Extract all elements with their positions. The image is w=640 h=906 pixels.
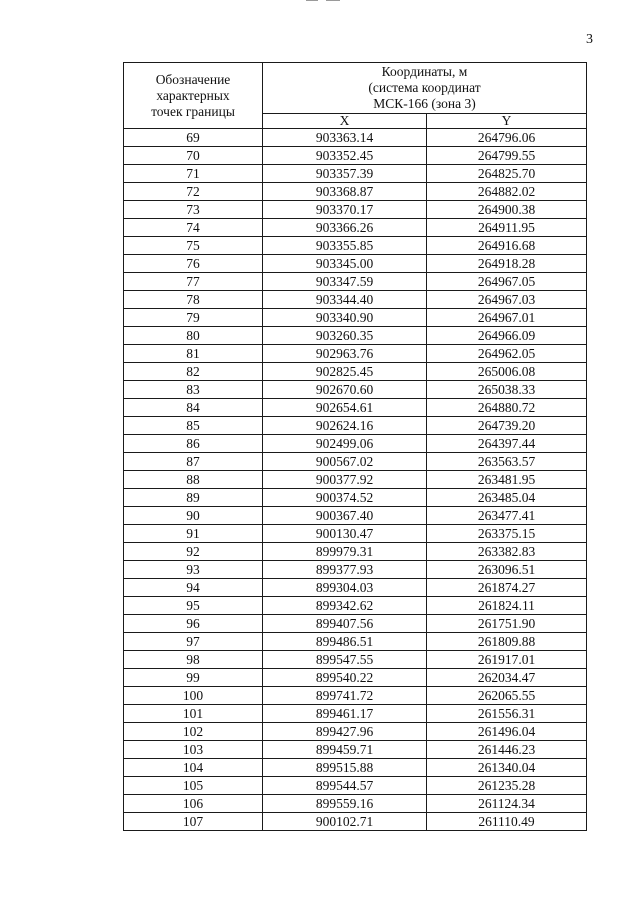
y-cell: 261874.27 <box>427 579 587 597</box>
table-body <box>124 129 587 831</box>
point-cell: 87 <box>124 453 263 471</box>
x-cell: 899515.88 <box>263 759 427 777</box>
x-cell: 899979.31 <box>263 543 427 561</box>
x-cell: 900567.02 <box>263 453 427 471</box>
table-row <box>124 255 587 273</box>
coordinates-table <box>123 62 587 831</box>
table-row <box>124 453 587 471</box>
point-cell: 92 <box>124 543 263 561</box>
point-cell: 91 <box>124 525 263 543</box>
x-cell: 899486.51 <box>263 633 427 651</box>
table-row <box>124 471 587 489</box>
y-cell: 261110.49 <box>427 813 587 831</box>
header-point-label-line: точек границы <box>151 103 235 119</box>
point-cell: 82 <box>124 363 263 381</box>
x-cell: 903368.87 <box>263 183 427 201</box>
x-cell: 899407.56 <box>263 615 427 633</box>
table-row <box>124 615 587 633</box>
x-cell: 902963.76 <box>263 345 427 363</box>
x-cell: 899427.96 <box>263 723 427 741</box>
header-coordinates-line: Координаты, м <box>381 64 468 79</box>
table-row <box>124 723 587 741</box>
table-row <box>124 309 587 327</box>
y-cell: 264967.01 <box>427 309 587 327</box>
x-cell: 903260.35 <box>263 327 427 345</box>
point-cell: 101 <box>124 705 263 723</box>
y-cell: 261235.28 <box>427 777 587 795</box>
y-cell: 264825.70 <box>427 165 587 183</box>
header-point-label <box>124 63 263 129</box>
y-cell: 264882.02 <box>427 183 587 201</box>
x-cell: 900367.40 <box>263 507 427 525</box>
x-cell: 903352.45 <box>263 147 427 165</box>
y-cell: 261124.34 <box>427 795 587 813</box>
point-cell: 77 <box>124 273 263 291</box>
point-cell: 69 <box>124 129 263 147</box>
x-cell: 902670.60 <box>263 381 427 399</box>
point-cell: 106 <box>124 795 263 813</box>
y-cell: 264799.55 <box>427 147 587 165</box>
point-cell: 76 <box>124 255 263 273</box>
header-x: X <box>263 114 427 129</box>
y-cell: 264966.09 <box>427 327 587 345</box>
x-cell: 900377.92 <box>263 471 427 489</box>
scan-artifact-mark <box>306 0 318 1</box>
point-cell: 80 <box>124 327 263 345</box>
x-cell: 902499.06 <box>263 435 427 453</box>
point-cell: 78 <box>124 291 263 309</box>
table-row <box>124 669 587 687</box>
scan-artifact-mark <box>326 0 340 1</box>
point-cell: 105 <box>124 777 263 795</box>
y-cell: 264967.05 <box>427 273 587 291</box>
x-cell: 899304.03 <box>263 579 427 597</box>
table-row <box>124 129 587 147</box>
x-cell: 900374.52 <box>263 489 427 507</box>
y-cell: 264911.95 <box>427 219 587 237</box>
header-coordinates-line: МСК-166 (зона 3) <box>373 96 476 111</box>
point-cell: 79 <box>124 309 263 327</box>
table-row <box>124 147 587 165</box>
x-cell: 899342.62 <box>263 597 427 615</box>
point-cell: 86 <box>124 435 263 453</box>
table-row <box>124 417 587 435</box>
y-cell: 265038.33 <box>427 381 587 399</box>
table-row <box>124 327 587 345</box>
x-cell: 899547.55 <box>263 651 427 669</box>
header-coordinates <box>263 63 587 114</box>
point-cell: 99 <box>124 669 263 687</box>
table-row <box>124 363 587 381</box>
y-cell: 264967.03 <box>427 291 587 309</box>
table-row <box>124 777 587 795</box>
point-cell: 70 <box>124 147 263 165</box>
point-cell: 89 <box>124 489 263 507</box>
table-row <box>124 579 587 597</box>
point-cell: 94 <box>124 579 263 597</box>
table-row <box>124 273 587 291</box>
x-cell: 903345.00 <box>263 255 427 273</box>
x-cell: 900130.47 <box>263 525 427 543</box>
x-cell: 903344.40 <box>263 291 427 309</box>
x-cell: 899377.93 <box>263 561 427 579</box>
point-cell: 85 <box>124 417 263 435</box>
y-cell: 262034.47 <box>427 669 587 687</box>
header-coordinates-line: (система координат <box>368 80 481 95</box>
x-cell: 903340.90 <box>263 309 427 327</box>
table-row <box>124 507 587 525</box>
y-cell: 264796.06 <box>427 129 587 147</box>
point-cell: 98 <box>124 651 263 669</box>
x-cell: 899461.17 <box>263 705 427 723</box>
page-number: 3 <box>586 32 593 47</box>
x-cell: 902825.45 <box>263 363 427 381</box>
table-row <box>124 633 587 651</box>
x-cell: 899559.16 <box>263 795 427 813</box>
y-cell: 261809.88 <box>427 633 587 651</box>
x-cell: 903366.26 <box>263 219 427 237</box>
point-cell: 100 <box>124 687 263 705</box>
table-row <box>124 651 587 669</box>
point-cell: 90 <box>124 507 263 525</box>
x-cell: 903363.14 <box>263 129 427 147</box>
table-row <box>124 561 587 579</box>
table-row <box>124 705 587 723</box>
table-row <box>124 795 587 813</box>
point-cell: 81 <box>124 345 263 363</box>
x-cell: 899459.71 <box>263 741 427 759</box>
y-cell: 262065.55 <box>427 687 587 705</box>
x-cell: 899544.57 <box>263 777 427 795</box>
table-row <box>124 525 587 543</box>
table-row <box>124 489 587 507</box>
table-row <box>124 687 587 705</box>
x-cell: 902654.61 <box>263 399 427 417</box>
point-cell: 84 <box>124 399 263 417</box>
point-cell: 71 <box>124 165 263 183</box>
header-point-label-line: Обозначение <box>155 71 231 87</box>
point-cell: 104 <box>124 759 263 777</box>
table-row <box>124 237 587 255</box>
y-cell: 264916.68 <box>427 237 587 255</box>
point-cell: 107 <box>124 813 263 831</box>
y-cell: 261340.04 <box>427 759 587 777</box>
y-cell: 261496.04 <box>427 723 587 741</box>
point-cell: 72 <box>124 183 263 201</box>
y-cell: 261824.11 <box>427 597 587 615</box>
y-cell: 265006.08 <box>427 363 587 381</box>
x-cell: 903355.85 <box>263 237 427 255</box>
point-cell: 83 <box>124 381 263 399</box>
header-point-label-line: характерных <box>156 87 230 103</box>
y-cell: 264397.44 <box>427 435 587 453</box>
table-row <box>124 813 587 831</box>
y-cell: 264962.05 <box>427 345 587 363</box>
y-cell: 261751.90 <box>427 615 587 633</box>
y-cell: 263481.95 <box>427 471 587 489</box>
table-row <box>124 543 587 561</box>
x-cell: 903357.39 <box>263 165 427 183</box>
y-cell: 263477.41 <box>427 507 587 525</box>
table-row <box>124 219 587 237</box>
y-cell: 263563.57 <box>427 453 587 471</box>
table-row <box>124 399 587 417</box>
x-cell: 900102.71 <box>263 813 427 831</box>
y-cell: 264900.38 <box>427 201 587 219</box>
x-cell: 902624.16 <box>263 417 427 435</box>
point-cell: 88 <box>124 471 263 489</box>
y-cell: 263096.51 <box>427 561 587 579</box>
table-row <box>124 345 587 363</box>
y-cell: 261556.31 <box>427 705 587 723</box>
y-cell: 261446.23 <box>427 741 587 759</box>
y-cell: 264880.72 <box>427 399 587 417</box>
point-cell: 102 <box>124 723 263 741</box>
y-cell: 264739.20 <box>427 417 587 435</box>
table-row <box>124 435 587 453</box>
point-cell: 97 <box>124 633 263 651</box>
table-row <box>124 183 587 201</box>
y-cell: 263375.15 <box>427 525 587 543</box>
y-cell: 263485.04 <box>427 489 587 507</box>
point-cell: 96 <box>124 615 263 633</box>
point-cell: 74 <box>124 219 263 237</box>
table-row <box>124 597 587 615</box>
y-cell: 264918.28 <box>427 255 587 273</box>
x-cell: 903347.59 <box>263 273 427 291</box>
point-cell: 103 <box>124 741 263 759</box>
table-row <box>124 201 587 219</box>
y-cell: 263382.83 <box>427 543 587 561</box>
point-cell: 75 <box>124 237 263 255</box>
point-cell: 73 <box>124 201 263 219</box>
table-row <box>124 381 587 399</box>
x-cell: 903370.17 <box>263 201 427 219</box>
header-y: Y <box>427 114 587 129</box>
point-cell: 93 <box>124 561 263 579</box>
table-row <box>124 759 587 777</box>
x-cell: 899540.22 <box>263 669 427 687</box>
table-row <box>124 291 587 309</box>
table-row <box>124 741 587 759</box>
x-cell: 899741.72 <box>263 687 427 705</box>
table-row <box>124 165 587 183</box>
y-cell: 261917.01 <box>427 651 587 669</box>
point-cell: 95 <box>124 597 263 615</box>
